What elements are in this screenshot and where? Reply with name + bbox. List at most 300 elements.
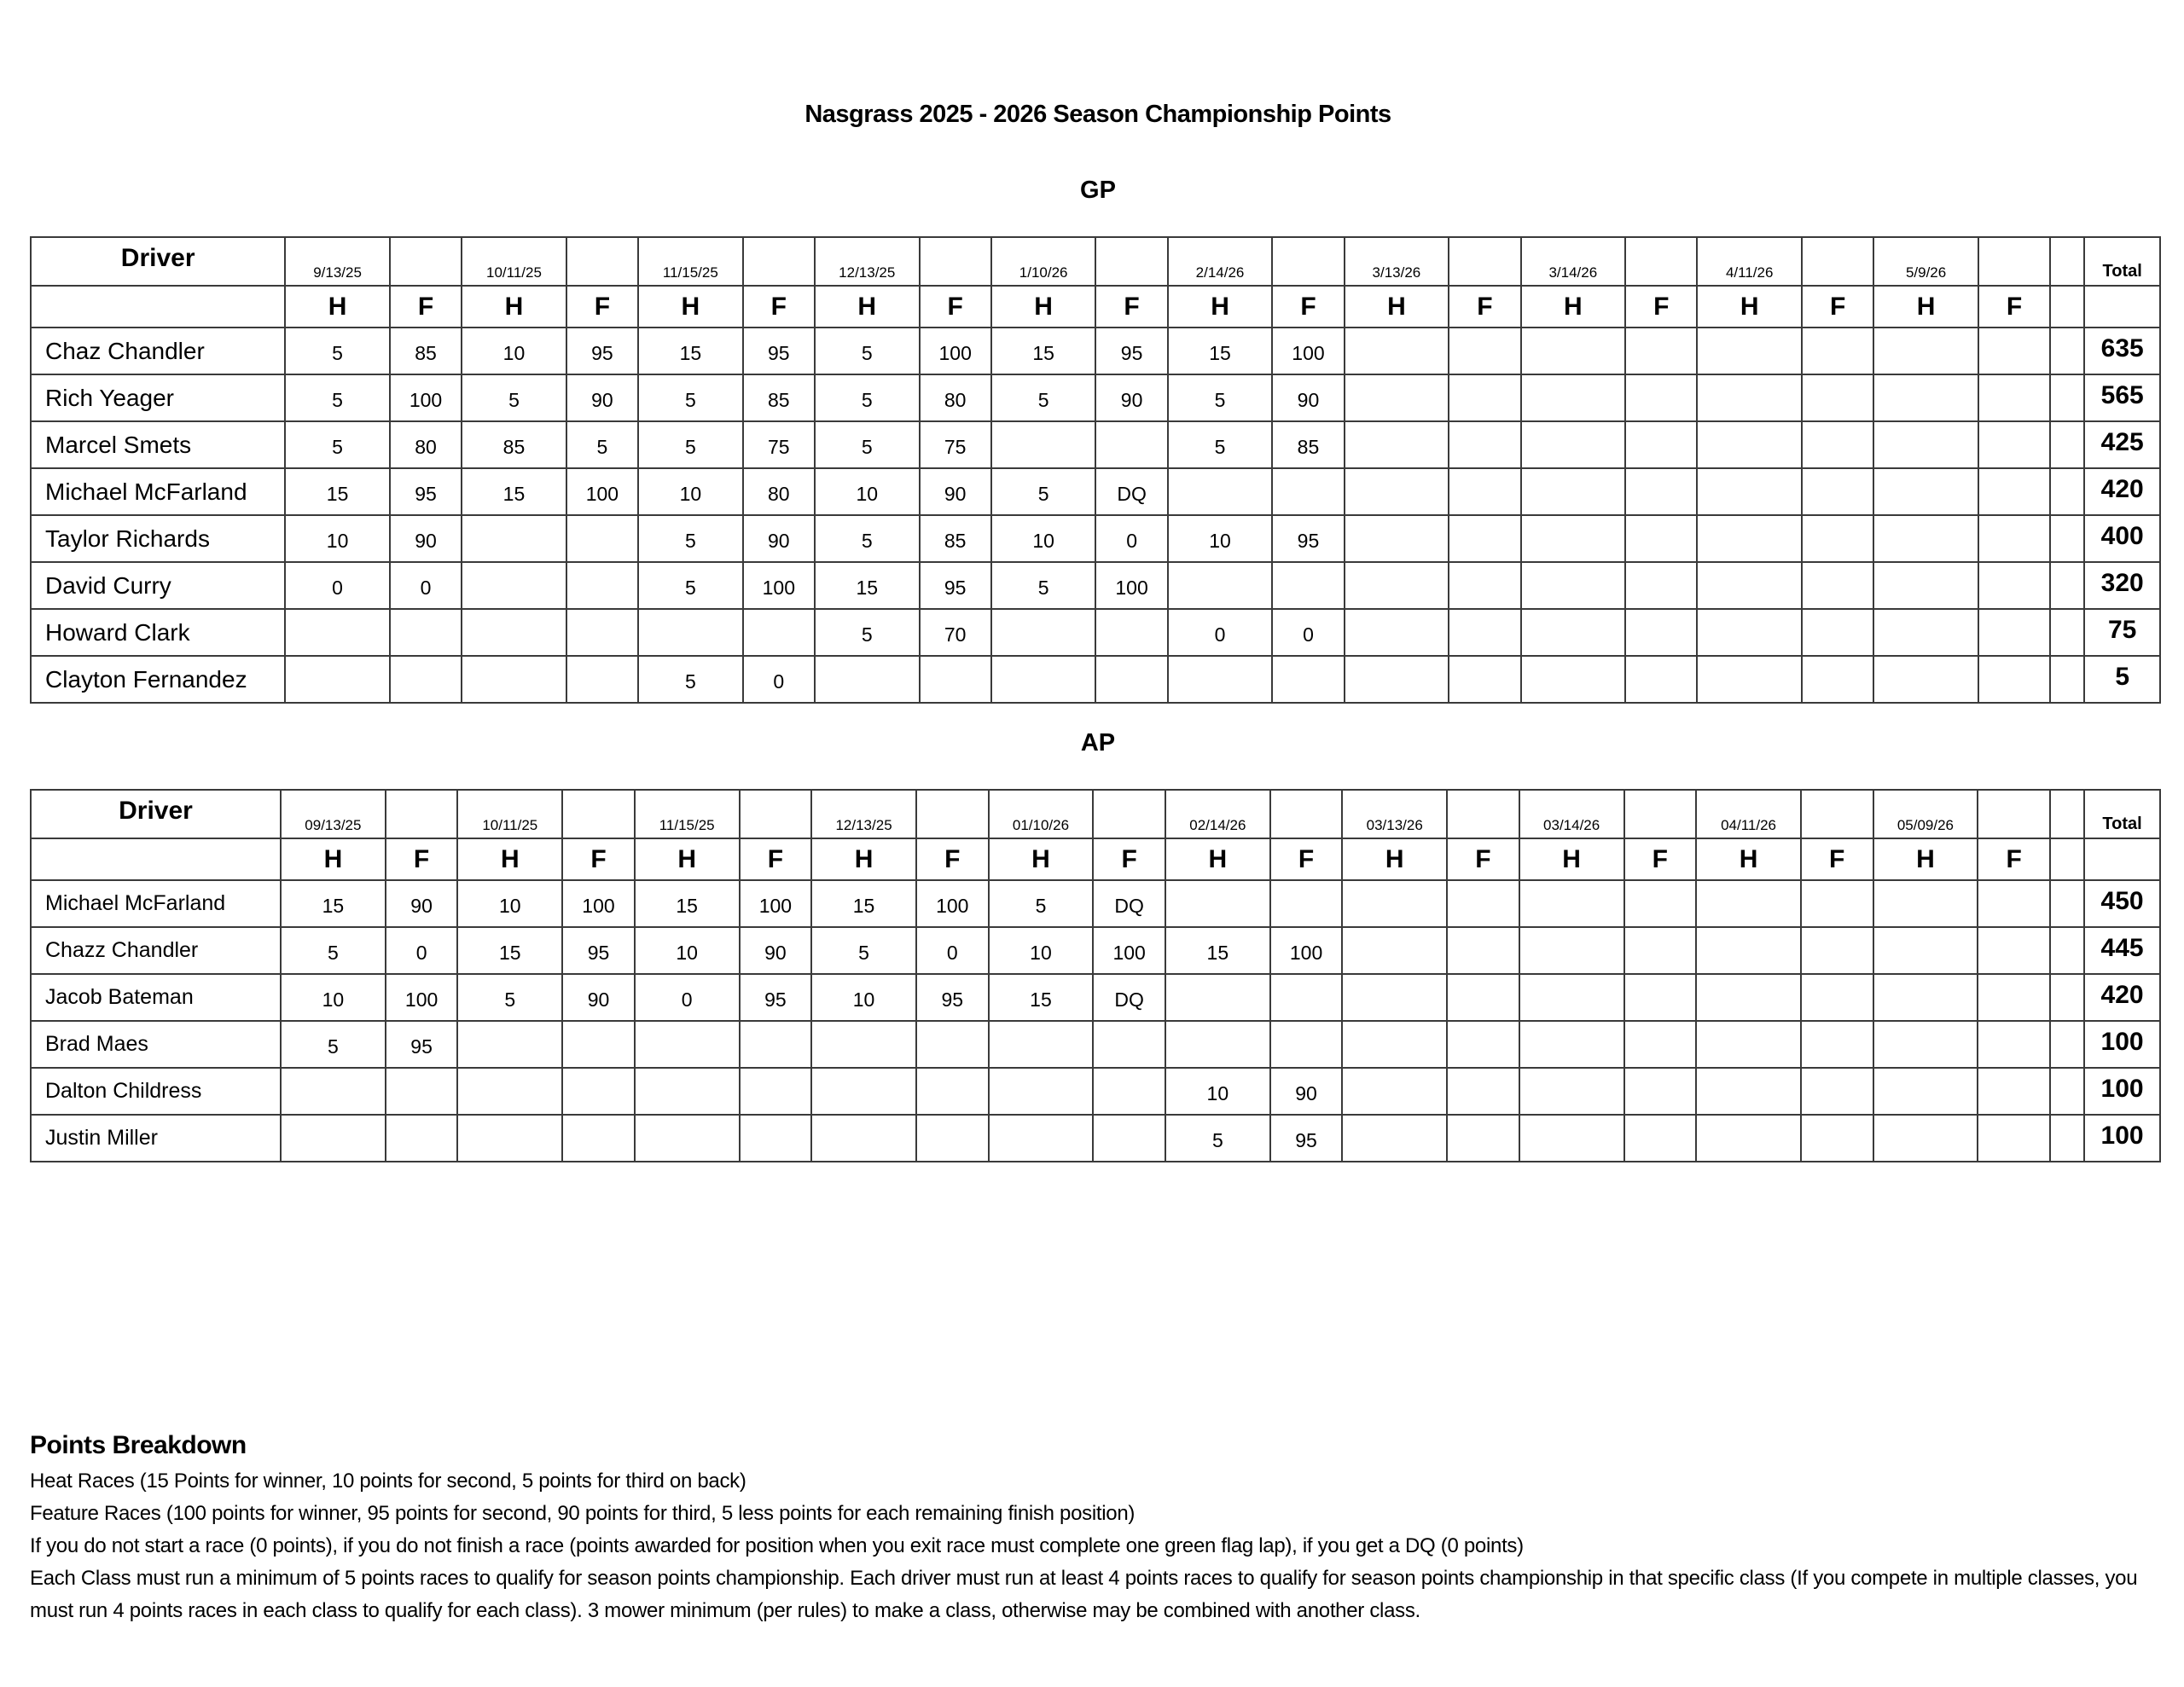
feature-column-header: F	[1270, 838, 1343, 880]
feature-score-cell	[566, 656, 638, 703]
driver-row	[31, 562, 2160, 609]
feature-score-cell	[562, 1115, 635, 1162]
heat-score-cell: 5	[991, 562, 1096, 609]
heat-score-cell	[635, 1115, 740, 1162]
feature-score-cell: 100	[1270, 927, 1343, 974]
spacer-cell	[2050, 237, 2084, 286]
spacer-cell	[2050, 1068, 2084, 1115]
heat-score-cell: 5	[815, 374, 920, 421]
feature-score-cell	[566, 562, 638, 609]
driver-name: Jacob Bateman	[31, 974, 281, 1021]
feature-score-cell	[1272, 656, 1344, 703]
driver-total: 445	[2084, 927, 2160, 974]
heat-score-cell: 5	[1168, 374, 1273, 421]
feature-score-cell	[1978, 328, 2050, 374]
feature-score-cell: 95	[743, 328, 815, 374]
heat-score-cell	[1345, 562, 1449, 609]
spacer-cell	[2050, 468, 2084, 515]
feature-score-cell	[1447, 1021, 1519, 1068]
heat-column-header: H	[1165, 838, 1270, 880]
heat-score-cell	[635, 1068, 740, 1115]
feature-score-cell	[1978, 1068, 2050, 1115]
heat-score-cell: 15	[811, 880, 916, 927]
driver-total: 420	[2084, 468, 2160, 515]
feature-score-cell: 90	[386, 880, 458, 927]
feature-score-cell	[1978, 609, 2050, 656]
heat-score-cell: 15	[989, 974, 1094, 1021]
driver-total: 450	[2084, 880, 2160, 927]
heat-column-header: H	[638, 286, 743, 328]
heat-column-header: H	[1168, 286, 1273, 328]
heat-score-cell	[1873, 515, 1978, 562]
empty-header-cell	[2084, 286, 2160, 328]
race-date-header: 04/11/26	[1696, 790, 1801, 838]
feature-score-cell	[1802, 562, 1873, 609]
heat-score-cell: 5	[815, 515, 920, 562]
heat-score-cell: 5	[815, 328, 920, 374]
feature-score-cell	[916, 1021, 989, 1068]
heat-score-cell: 15	[991, 328, 1096, 374]
heat-score-cell	[1873, 609, 1978, 656]
heat-score-cell: 0	[635, 974, 740, 1021]
heat-score-cell	[1697, 374, 1802, 421]
feature-score-cell: 0	[386, 927, 458, 974]
empty-header-cell	[386, 790, 458, 838]
heat-column-header: H	[1873, 286, 1978, 328]
feature-score-cell: 85	[920, 515, 991, 562]
heat-score-cell: 5	[638, 656, 743, 703]
heat-score-cell: 5	[638, 374, 743, 421]
driver-row	[31, 328, 2160, 374]
heat-score-cell: 0	[285, 562, 390, 609]
feature-score-cell: 75	[920, 421, 991, 468]
feature-score-cell: DQ	[1093, 880, 1165, 927]
spacer-cell	[2050, 790, 2084, 838]
race-date-header: 11/15/25	[638, 237, 743, 286]
feature-score-cell	[1447, 880, 1519, 927]
heat-score-cell	[1168, 562, 1273, 609]
driver-row	[31, 880, 2160, 927]
heat-score-cell	[1345, 656, 1449, 703]
feature-score-cell: 5	[566, 421, 638, 468]
driver-total: 75	[2084, 609, 2160, 656]
feature-score-cell: 100	[1095, 562, 1167, 609]
empty-header-cell	[1801, 790, 1873, 838]
feature-score-cell	[920, 656, 991, 703]
race-date-header: 3/13/26	[1345, 237, 1449, 286]
driver-row	[31, 468, 2160, 515]
feature-score-cell	[1449, 656, 1520, 703]
feature-score-cell	[1625, 562, 1697, 609]
feature-score-cell: 0	[743, 656, 815, 703]
breakdown-line-feature: Feature Races (100 points for winner, 95 points for second, 90 points for third, 5 less points for each remaining finish position)	[30, 1502, 1136, 1525]
heat-column-header: H	[1519, 838, 1624, 880]
driver-total: 320	[2084, 562, 2160, 609]
heat-score-cell	[1521, 374, 1626, 421]
heat-score-cell	[457, 1068, 562, 1115]
breakdown-line-heat: Heat Races (15 Points for winner, 10 points for second, 5 points for third on back)	[30, 1470, 746, 1493]
heat-column-header: H	[281, 838, 386, 880]
heat-score-cell: 5	[811, 927, 916, 974]
feature-score-cell	[1978, 1115, 2050, 1162]
heat-score-cell: 5	[991, 374, 1096, 421]
driver-name: Taylor Richards	[31, 515, 285, 562]
feature-column-header: F	[916, 838, 989, 880]
heat-score-cell	[989, 1115, 1094, 1162]
heat-score-cell: 5	[1168, 421, 1273, 468]
heat-score-cell	[1521, 328, 1626, 374]
feature-score-cell	[566, 609, 638, 656]
heat-column-header: H	[1345, 286, 1449, 328]
gp-points-table	[30, 236, 2161, 704]
heat-column-header: H	[815, 286, 920, 328]
feature-score-cell	[562, 1021, 635, 1068]
feature-score-cell: 95	[562, 927, 635, 974]
points-breakdown-heading: Points Breakdown	[30, 1431, 247, 1459]
heat-score-cell: 5	[815, 609, 920, 656]
feature-score-cell	[1802, 421, 1873, 468]
feature-score-cell	[1802, 656, 1873, 703]
empty-header-cell	[1272, 237, 1344, 286]
driver-total: 635	[2084, 328, 2160, 374]
feature-score-cell: 90	[743, 515, 815, 562]
heat-score-cell	[1519, 1068, 1624, 1115]
feature-score-cell: 95	[1270, 1115, 1343, 1162]
feature-score-cell	[1978, 468, 2050, 515]
feature-score-cell	[1625, 374, 1697, 421]
document-title: Nasgrass 2025 - 2026 Season Championship Points	[804, 101, 1391, 128]
heat-score-cell	[457, 1021, 562, 1068]
feature-score-cell: 0	[390, 562, 462, 609]
feature-score-cell	[386, 1068, 458, 1115]
heat-score-cell: 5	[638, 421, 743, 468]
heat-score-cell: 10	[281, 974, 386, 1021]
driver-total: 100	[2084, 1115, 2160, 1162]
heat-score-cell	[281, 1115, 386, 1162]
heat-score-cell	[1697, 468, 1802, 515]
heat-score-cell	[991, 609, 1096, 656]
heat-score-cell	[1519, 1115, 1624, 1162]
feature-score-cell: 95	[1272, 515, 1344, 562]
feature-score-cell: 85	[1272, 421, 1344, 468]
feature-score-cell: 90	[920, 468, 991, 515]
feature-score-cell	[1978, 974, 2050, 1021]
race-date-header: 1/10/26	[991, 237, 1096, 286]
heat-score-cell	[991, 656, 1096, 703]
spacer-cell	[2050, 880, 2084, 927]
empty-header-cell	[31, 838, 281, 880]
heat-score-cell	[1873, 880, 1978, 927]
heat-score-cell	[811, 1021, 916, 1068]
race-date-header: 03/13/26	[1342, 790, 1447, 838]
heat-column-header: H	[1342, 838, 1447, 880]
spacer-cell	[2050, 374, 2084, 421]
heat-score-cell	[638, 609, 743, 656]
spacer-cell	[2050, 328, 2084, 374]
race-date-header: 09/13/25	[281, 790, 386, 838]
heat-score-cell	[1519, 927, 1624, 974]
heat-score-cell	[1519, 974, 1624, 1021]
heat-score-cell: 10	[457, 880, 562, 927]
heat-score-cell	[1342, 974, 1447, 1021]
driver-row	[31, 1115, 2160, 1162]
feature-score-cell: 100	[743, 562, 815, 609]
feature-score-cell	[1802, 609, 1873, 656]
heat-score-cell	[1168, 468, 1273, 515]
feature-score-cell	[386, 1115, 458, 1162]
heat-score-cell	[1873, 562, 1978, 609]
heat-score-cell: 5	[457, 974, 562, 1021]
driver-name: David Curry	[31, 562, 285, 609]
driver-total: 420	[2084, 974, 2160, 1021]
heat-score-cell: 10	[635, 927, 740, 974]
heat-score-cell	[462, 656, 566, 703]
heat-score-cell	[1521, 421, 1626, 468]
feature-score-cell	[1624, 1021, 1697, 1068]
heat-score-cell	[1873, 468, 1978, 515]
feature-score-cell: 80	[743, 468, 815, 515]
heat-score-cell	[1165, 880, 1270, 927]
feature-score-cell	[1449, 374, 1520, 421]
heat-score-cell	[1342, 1115, 1447, 1162]
heat-column-header: H	[989, 838, 1094, 880]
empty-header-cell	[562, 790, 635, 838]
race-date-header: 2/14/26	[1168, 237, 1273, 286]
heat-score-cell	[281, 1068, 386, 1115]
spacer-cell	[2050, 515, 2084, 562]
heat-score-cell	[1873, 974, 1978, 1021]
driver-row	[31, 927, 2160, 974]
heat-score-cell	[1519, 1021, 1624, 1068]
feature-score-cell	[1449, 468, 1520, 515]
driver-name: Marcel Smets	[31, 421, 285, 468]
feature-column-header: F	[566, 286, 638, 328]
breakdown-line-qualification: Each Class must run a minimum of 5 points races to qualify for season points championship. Each driver must run at least 4 points races to qualify for season points championship in that specific class (If you compete in multiple classes, you must run 4 points races in each class to qualify for each class). 3 mower minimum (per rules) to make a class, otherwise may be combined with another class.	[30, 1567, 2138, 1622]
heat-score-cell	[1521, 609, 1626, 656]
empty-header-cell	[1978, 237, 2050, 286]
heat-score-cell: 10	[638, 468, 743, 515]
heat-column-header: H	[1696, 838, 1801, 880]
feature-score-cell	[566, 515, 638, 562]
feature-score-cell	[1802, 328, 1873, 374]
feature-score-cell	[1625, 656, 1697, 703]
spacer-cell	[2050, 974, 2084, 1021]
driver-name: Justin Miller	[31, 1115, 281, 1162]
driver-column-header: Driver	[31, 237, 285, 286]
feature-column-header: F	[1093, 838, 1165, 880]
race-date-header: 02/14/26	[1165, 790, 1270, 838]
heat-column-header: H	[1697, 286, 1802, 328]
feature-score-cell: 95	[566, 328, 638, 374]
driver-row	[31, 374, 2160, 421]
feature-column-header: F	[920, 286, 991, 328]
feature-score-cell	[1272, 562, 1344, 609]
driver-name: Dalton Childress	[31, 1068, 281, 1115]
heat-score-cell	[989, 1021, 1094, 1068]
empty-header-cell	[390, 237, 462, 286]
feature-column-header: F	[1978, 838, 2050, 880]
feature-score-cell: 100	[916, 880, 989, 927]
driver-row	[31, 515, 2160, 562]
feature-score-cell	[1624, 1068, 1697, 1115]
spacer-cell	[2050, 286, 2084, 328]
heat-score-cell: 15	[285, 468, 390, 515]
feature-score-cell: 75	[743, 421, 815, 468]
feature-score-cell: DQ	[1093, 974, 1165, 1021]
heat-score-cell	[1873, 1021, 1978, 1068]
heat-score-cell: 5	[638, 562, 743, 609]
heat-score-cell	[1696, 1115, 1801, 1162]
spacer-cell	[2050, 927, 2084, 974]
feature-column-header: F	[1272, 286, 1344, 328]
feature-score-cell	[1801, 1021, 1873, 1068]
feature-score-cell	[1625, 468, 1697, 515]
feature-score-cell: 95	[1095, 328, 1167, 374]
heat-column-header: H	[1873, 838, 1978, 880]
heat-score-cell	[1697, 609, 1802, 656]
heat-score-cell	[815, 656, 920, 703]
empty-header-cell	[2084, 838, 2160, 880]
feature-score-cell: 90	[1095, 374, 1167, 421]
driver-name: Chazz Chandler	[31, 927, 281, 974]
heat-score-cell	[1696, 880, 1801, 927]
feature-score-cell: 95	[740, 974, 812, 1021]
heat-column-header: H	[462, 286, 566, 328]
feature-column-header: F	[1978, 286, 2050, 328]
feature-score-cell: 90	[1270, 1068, 1343, 1115]
feature-score-cell: 100	[390, 374, 462, 421]
heat-column-header: H	[457, 838, 562, 880]
feature-score-cell: 90	[740, 927, 812, 974]
heat-score-cell	[1521, 468, 1626, 515]
date-header-row	[31, 790, 2160, 838]
breakdown-line-dnf-dq: If you do not start a race (0 points), if you do not finish a race (points awarded for position when you exit race must complete one green flag lap), if you get a DQ (0 points)	[30, 1534, 1524, 1557]
driver-column-header: Driver	[31, 790, 281, 838]
feature-score-cell	[740, 1068, 812, 1115]
feature-score-cell: 70	[920, 609, 991, 656]
feature-column-header: F	[390, 286, 462, 328]
heat-score-cell	[1697, 656, 1802, 703]
spacer-cell	[2050, 562, 2084, 609]
feature-score-cell: 100	[920, 328, 991, 374]
heat-score-cell: 15	[457, 927, 562, 974]
driver-row	[31, 1068, 2160, 1115]
heat-score-cell	[1519, 880, 1624, 927]
race-date-header: 05/09/26	[1873, 790, 1978, 838]
feature-score-cell	[1801, 974, 1873, 1021]
feature-score-cell: 95	[386, 1021, 458, 1068]
heat-score-cell: 5	[462, 374, 566, 421]
heat-score-cell: 5	[991, 468, 1096, 515]
spacer-cell	[2050, 656, 2084, 703]
heat-score-cell	[1696, 1068, 1801, 1115]
heat-score-cell: 10	[991, 515, 1096, 562]
feature-score-cell	[1802, 468, 1873, 515]
feature-score-cell	[1270, 974, 1343, 1021]
feature-score-cell: 0	[1272, 609, 1344, 656]
feature-score-cell	[1624, 974, 1697, 1021]
total-column-header: Total	[2084, 237, 2160, 286]
heat-score-cell	[1342, 1068, 1447, 1115]
empty-header-cell	[1624, 790, 1697, 838]
feature-score-cell	[1624, 927, 1697, 974]
spacer-cell	[2050, 1021, 2084, 1068]
feature-score-cell	[1449, 328, 1520, 374]
heat-score-cell	[1342, 1021, 1447, 1068]
heat-score-cell: 15	[815, 562, 920, 609]
feature-column-header: F	[1449, 286, 1520, 328]
heat-score-cell: 5	[281, 927, 386, 974]
heat-score-cell: 5	[989, 880, 1094, 927]
heat-score-cell: 15	[462, 468, 566, 515]
feature-column-header: F	[1625, 286, 1697, 328]
empty-header-cell	[743, 237, 815, 286]
heat-score-cell: 10	[285, 515, 390, 562]
feature-score-cell	[740, 1021, 812, 1068]
heat-score-cell	[1521, 562, 1626, 609]
driver-name: Clayton Fernandez	[31, 656, 285, 703]
heat-score-cell	[1342, 927, 1447, 974]
feature-score-cell	[390, 609, 462, 656]
feature-score-cell: 90	[1272, 374, 1344, 421]
feature-score-cell: 85	[743, 374, 815, 421]
heat-score-cell	[811, 1115, 916, 1162]
heat-score-cell: 15	[635, 880, 740, 927]
feature-column-header: F	[1095, 286, 1167, 328]
heat-score-cell	[1165, 1021, 1270, 1068]
heat-score-cell	[1345, 515, 1449, 562]
heat-score-cell: 15	[1168, 328, 1273, 374]
heat-score-cell	[1873, 374, 1978, 421]
feature-score-cell: 85	[390, 328, 462, 374]
heat-score-cell	[1345, 328, 1449, 374]
empty-header-cell	[1449, 237, 1520, 286]
empty-header-cell	[920, 237, 991, 286]
feature-score-cell	[1447, 927, 1519, 974]
heat-score-cell: 10	[989, 927, 1094, 974]
heat-score-cell	[462, 609, 566, 656]
driver-row	[31, 974, 2160, 1021]
empty-header-cell	[1095, 237, 1167, 286]
heat-score-cell: 5	[815, 421, 920, 468]
feature-column-header: F	[743, 286, 815, 328]
feature-score-cell	[1978, 515, 2050, 562]
driver-name: Michael McFarland	[31, 468, 285, 515]
feature-score-cell	[1978, 656, 2050, 703]
feature-score-cell: 100	[740, 880, 812, 927]
heat-score-cell	[1345, 468, 1449, 515]
race-date-header: 12/13/25	[811, 790, 916, 838]
feature-score-cell	[1447, 1115, 1519, 1162]
driver-row	[31, 421, 2160, 468]
feature-score-cell	[916, 1068, 989, 1115]
spacer-cell	[2050, 1115, 2084, 1162]
race-date-header: 3/14/26	[1521, 237, 1626, 286]
heat-score-cell: 0	[1168, 609, 1273, 656]
feature-score-cell	[1095, 421, 1167, 468]
feature-score-cell: 0	[1095, 515, 1167, 562]
driver-total: 5	[2084, 656, 2160, 703]
feature-score-cell: 95	[920, 562, 991, 609]
race-date-header: 12/13/25	[815, 237, 920, 286]
feature-score-cell	[1802, 515, 1873, 562]
heat-score-cell	[1165, 974, 1270, 1021]
feature-score-cell	[1625, 609, 1697, 656]
ap-points-table	[30, 789, 2161, 1162]
driver-total: 425	[2084, 421, 2160, 468]
feature-score-cell	[1624, 880, 1697, 927]
total-column-header: Total	[2084, 790, 2160, 838]
